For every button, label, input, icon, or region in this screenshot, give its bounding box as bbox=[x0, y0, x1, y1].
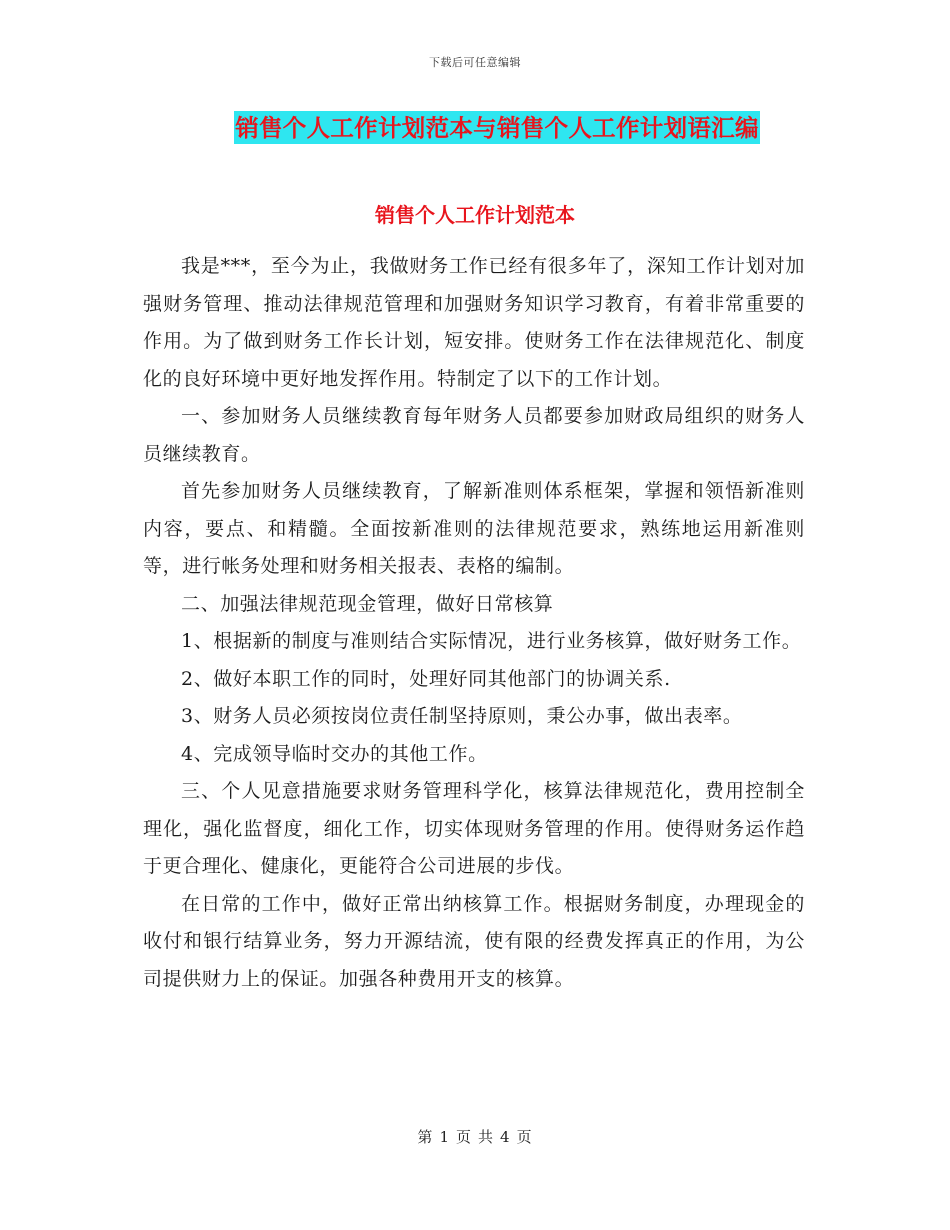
paragraph-section-three: 三、个人见意措施要求财务管理科学化，核算法律规范化，费用控制全理化，强化监督度，细化工作，切实体现财务管理的作用。使得财务运作趋于更合理化、健康化，更能符合公司进展的步伐。 bbox=[143, 780, 805, 877]
document-body bbox=[143, 248, 805, 998]
main-title-container bbox=[0, 111, 950, 144]
header-note: 下载后可任意编辑 bbox=[429, 56, 521, 69]
section-title: 销售个人工作计划范本 bbox=[375, 203, 575, 227]
document-title: 销售个人工作计划范本与销售个人工作计划语汇编 bbox=[234, 111, 760, 144]
footer-total-label: 共 bbox=[478, 1128, 495, 1146]
footer-suffix: 页 bbox=[516, 1128, 533, 1146]
current-page-number: 1 bbox=[439, 1128, 450, 1146]
footer-page-label: 页 bbox=[455, 1128, 472, 1146]
list-item: 4、完成领导临时交办的其他工作。 bbox=[181, 742, 488, 765]
list-item: 2、做好本职工作的同时，处理好同其他部门的协调关系. bbox=[181, 667, 671, 690]
paragraph-continuing-education: 首先参加财务人员继续教育，了解新准则体系框架，掌握和领悟新准则内容，要点、和精髓。全面按新准则的法律规范要求，熟练地运用新准则等，进行帐务处理和财务相关报表、表格的编制。 bbox=[143, 480, 805, 577]
paragraph-section-two: 二、加强法律规范现金管理，做好日常核算 bbox=[181, 592, 554, 615]
list-item: 3、财务人员必须按岗位责任制坚持原则，秉公办事，做出表率。 bbox=[181, 705, 743, 727]
paragraph-section-one: 一、参加财务人员继续教育每年财务人员都要参加财政局组织的财务人员继续教育。 bbox=[143, 405, 805, 465]
paragraph-intro: 我是***，至今为止，我做财务工作已经有很多年了，深知工作计划对加强财务管理、推动法律规范管理和加强财务知识学习教育，有着非常重要的作用。为了做到财务工作长计划，短安排。使财务工作在法律规范化、制度化的良好环境中更好地发挥作用。特制定了以下的工作计划。 bbox=[143, 255, 805, 390]
total-pages-number: 4 bbox=[500, 1128, 511, 1146]
footer-prefix: 第 bbox=[417, 1128, 434, 1146]
list-item: 1、根据新的制度与准则结合实际情况，进行业务核算，做好财务工作。 bbox=[181, 630, 802, 652]
page-footer bbox=[0, 1126, 950, 1147]
paragraph-daily-work: 在日常的工作中，做好正常出纳核算工作。根据财务制度，办理现金的收付和银行结算业务，努力开源结流，使有限的经费发挥真正的作用，为公司提供财力上的保证。加强各种费用开支的核算。 bbox=[143, 892, 805, 990]
